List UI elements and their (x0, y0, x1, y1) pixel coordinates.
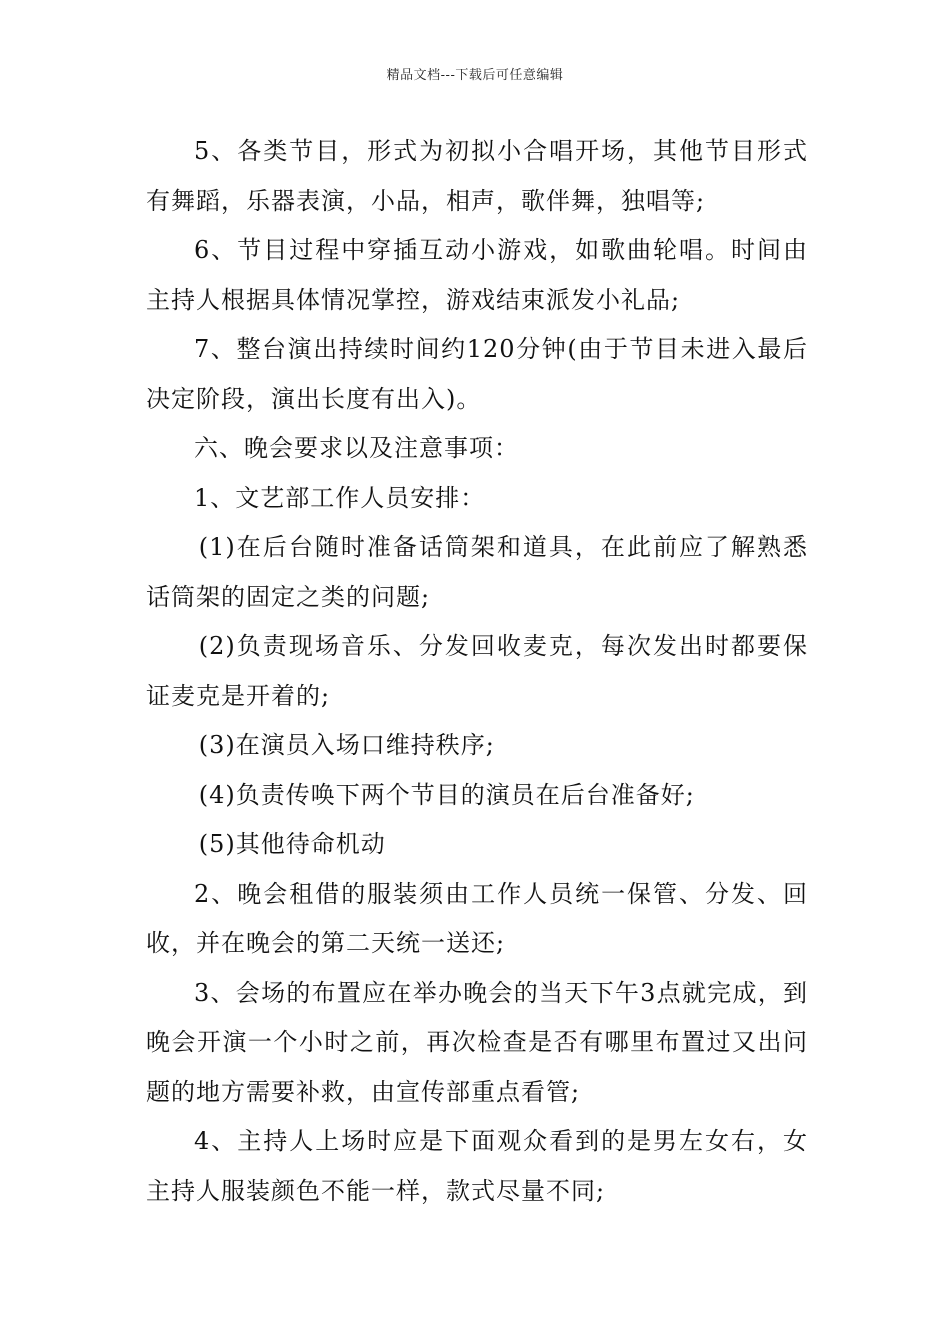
paragraph-venue-setup: 3、会场的布置应在举办晚会的当天下午3点就完成，到晚会开演一个小时之前，再次检查是否有哪里布置过又出问题的地方需要补救，由宣传部重点看管; (146, 978, 808, 1106)
paragraph-item-5: 5、各类节目，形式为初拟小合唱开场，其他节目形式有舞蹈，乐器表演，小品，相声，歌伴舞，独唱等; (146, 137, 808, 215)
paragraph-hosts: 4、主持人上场时应是下面观众看到的是男左女右，女主持人服装颜色不能一样，款式尽量不同; (146, 1127, 808, 1205)
sub-item-5: (5)其他待命机动 (198, 830, 386, 858)
sub-item-4: (4)负责传唤下两个节目的演员在后台准备好; (198, 780, 695, 809)
sub-item-2: (2)负责现场音乐、分发回收麦克，每次发出时都要保证麦克是开着的; (146, 632, 808, 710)
sub-item-3: (3)在演员入场口维持秩序; (198, 731, 495, 759)
paragraph-item-6: 6、节目过程中穿插互动小游戏，如歌曲轮唱。时间由主持人根据具体情况掌控，游戏结束派发小礼品; (146, 236, 808, 314)
paragraph-costumes: 2、晚会租借的服装须由工作人员统一保管、分发、回收，并在晚会的第二天统一送还; (146, 879, 808, 957)
sub-item-1: (1)在后台随时准备话筒架和道具，在此前应了解熟悉话筒架的固定之类的问题; (146, 533, 808, 611)
subheading-staff-arrangement: 1、文艺部工作人员安排： (194, 483, 486, 512)
document-body (146, 127, 808, 1216)
page-header: 精品文档---下载后可任意编辑 (386, 68, 564, 83)
section-heading-six: 六、晚会要求以及注意事项： (194, 434, 519, 462)
paragraph-item-7: 7、整台演出持续时间约120分钟(由于节目未进入最后决定阶段，演出长度有出入)。 (146, 335, 808, 413)
